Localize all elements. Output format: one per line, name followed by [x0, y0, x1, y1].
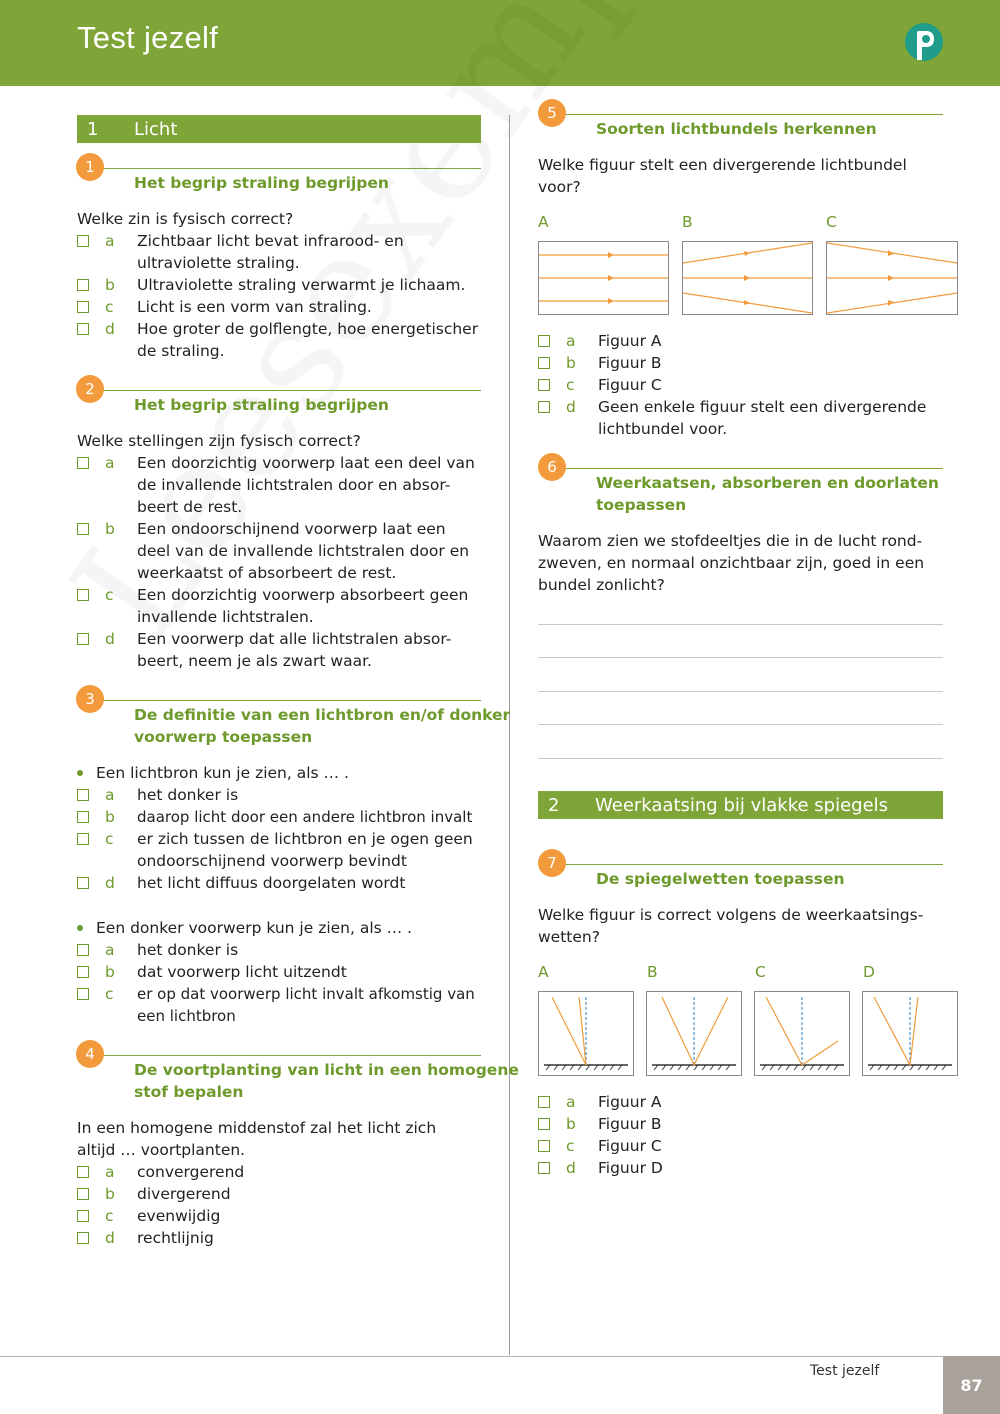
option-a[interactable]: [538, 1091, 958, 1113]
option-text: rechtlijnig: [137, 1229, 214, 1247]
section-heading-2: [538, 791, 943, 819]
question-number-badge: 6: [538, 453, 566, 481]
option-text: Figuur D: [598, 1159, 663, 1177]
option-c[interactable]: [77, 828, 487, 872]
figure-label: A: [538, 213, 549, 231]
question-title: Het begrip straling begrijpen: [134, 174, 389, 192]
option-b[interactable]: [77, 1183, 487, 1205]
checkbox[interactable]: [538, 1118, 550, 1130]
checkbox[interactable]: [538, 379, 550, 391]
answer-line[interactable]: [538, 758, 943, 759]
question-title: Het begrip straling begrijpen: [134, 396, 389, 414]
question-title: De spiegelwetten toepassen: [596, 870, 845, 888]
option-text-line: ultraviolette straling.: [137, 254, 300, 272]
option-d[interactable]: [538, 396, 958, 440]
answer-line[interactable]: [538, 624, 943, 625]
checkbox[interactable]: [538, 1140, 550, 1152]
option-letter: c: [105, 985, 114, 1003]
option-letter: a: [105, 454, 115, 472]
question-title-line: toepassen: [596, 496, 687, 514]
question-rule: [554, 468, 943, 469]
option-letter: c: [105, 586, 114, 604]
prompt-line: Welke figuur stelt een divergerende lichtbundel: [538, 156, 907, 174]
checkbox[interactable]: [77, 811, 89, 823]
checkbox[interactable]: [77, 833, 89, 845]
question-number-badge: 3: [76, 685, 104, 713]
option-text-line: Hoe groter de golflengte, hoe energetischer: [137, 320, 479, 338]
option-letter: d: [566, 1159, 576, 1177]
checkbox[interactable]: [77, 589, 89, 601]
checkbox[interactable]: [77, 1210, 89, 1222]
question-prompt: [538, 154, 907, 198]
option-letter: a: [105, 786, 115, 804]
option-text-line: Een doorzichtig voorwerp laat een deel van: [137, 454, 475, 472]
question-title: [596, 472, 939, 516]
page-header: [0, 0, 1000, 86]
option-letter: c: [105, 1207, 114, 1225]
checkbox[interactable]: [77, 235, 89, 247]
option-letter: d: [105, 874, 115, 892]
checkbox[interactable]: [538, 357, 550, 369]
option-b[interactable]: [77, 806, 487, 828]
option-text: convergerend: [137, 1163, 245, 1181]
footer-label: Test jezelf: [810, 1363, 880, 1379]
option-text: [137, 518, 469, 584]
option-letter: d: [105, 320, 115, 338]
section-title: Licht: [134, 118, 178, 140]
checkbox[interactable]: [77, 944, 89, 956]
option-text: [137, 584, 468, 628]
question-number-badge: 4: [76, 1040, 104, 1068]
option-letter: a: [105, 232, 115, 250]
figure-mirror-c: [754, 991, 850, 1076]
sub-question-text: Een donker voorwerp kun je zien, als … .: [96, 919, 413, 937]
option-text-line: Een ondoorschijnend voorwerp laat een: [137, 520, 446, 538]
option-letter: b: [105, 1185, 115, 1203]
figure-mirror-a: [538, 991, 634, 1076]
option-text-line: beert de rest.: [137, 498, 243, 516]
checkbox[interactable]: [77, 633, 89, 645]
option-d[interactable]: [77, 628, 487, 672]
option-c[interactable]: [77, 296, 487, 318]
option-text-line: er zich tussen de lichtbron en je ogen geen: [137, 830, 473, 848]
option-b[interactable]: [77, 274, 487, 296]
option-text-line: lichtbundel voor.: [598, 420, 728, 438]
option-text: Licht is een vorm van straling.: [137, 298, 372, 316]
option-letter: d: [105, 1229, 115, 1247]
checkbox[interactable]: [77, 877, 89, 889]
checkbox[interactable]: [77, 789, 89, 801]
checkbox[interactable]: [77, 279, 89, 291]
figure-mirror-b: [646, 991, 742, 1076]
option-a[interactable]: [77, 784, 487, 806]
option-d[interactable]: [77, 1227, 487, 1249]
option-letter: d: [105, 630, 115, 648]
checkbox[interactable]: [77, 1188, 89, 1200]
question-title-line: De voortplanting van licht in een homogene: [134, 1061, 519, 1079]
prompt-line: Welke figuur is correct volgens de weerkaatsings-: [538, 906, 924, 924]
figure-label: C: [755, 963, 766, 981]
option-letter: a: [105, 1163, 115, 1181]
option-text: [137, 230, 404, 274]
option-text: dat voorwerp licht uitzendt: [137, 963, 347, 981]
prompt-line: voor?: [538, 178, 581, 196]
option-letter: a: [566, 1093, 576, 1111]
option-c[interactable]: [77, 1205, 487, 1227]
question-rule: [92, 1055, 481, 1056]
figure-label: B: [647, 963, 658, 981]
question-rule: [92, 168, 481, 169]
figure-label: D: [863, 963, 875, 981]
option-d[interactable]: [77, 872, 487, 894]
figure-label: C: [826, 213, 837, 231]
checkbox[interactable]: [77, 966, 89, 978]
checkbox[interactable]: [77, 988, 89, 1000]
question-prompt: [538, 530, 924, 596]
prompt-line: altijd … voortplanten.: [77, 1141, 246, 1159]
section-number: 2: [548, 794, 560, 816]
section-number: 1: [87, 118, 99, 140]
answer-line[interactable]: [538, 691, 943, 692]
option-text: Figuur C: [598, 376, 662, 394]
option-letter: b: [105, 963, 115, 981]
question-title-line: voorwerp toepassen: [134, 728, 313, 746]
option-text: [137, 452, 475, 518]
figure-converging-beam: [826, 241, 958, 315]
checkbox[interactable]: [538, 1096, 550, 1108]
option-text: [137, 828, 473, 872]
checkbox[interactable]: [538, 1162, 550, 1174]
bullet-dot: [77, 925, 83, 931]
option-text-line: Zichtbaar licht bevat infrarood- en: [137, 232, 404, 250]
option-text-line: een lichtbron: [137, 1007, 236, 1025]
option-letter: c: [105, 298, 114, 316]
option-c[interactable]: [77, 584, 487, 628]
option-text: [137, 628, 451, 672]
question-title-line: De definitie van een lichtbron en/of donker: [134, 706, 511, 724]
answer-line[interactable]: [538, 724, 943, 725]
question-prompt: Welke zin is fysisch correct?: [77, 210, 294, 228]
checkbox[interactable]: [77, 523, 89, 535]
option-text-line: ondoorschijnend voorwerp bevindt: [137, 852, 407, 870]
figure-label: B: [682, 213, 693, 231]
option-text: Figuur B: [598, 354, 662, 372]
option-text: [137, 983, 475, 1027]
option-b[interactable]: [538, 352, 958, 374]
option-text: Figuur C: [598, 1137, 662, 1155]
option-text: [598, 396, 926, 440]
option-text: daarop licht door een andere lichtbron invalt: [137, 808, 473, 826]
prompt-line: wetten?: [538, 928, 600, 946]
question-title: [134, 1059, 519, 1103]
option-letter: a: [105, 941, 115, 959]
section-title: Weerkaatsing bij vlakke spiegels: [595, 794, 889, 816]
option-letter: b: [105, 520, 115, 538]
checkbox[interactable]: [77, 457, 89, 469]
question-title: [134, 704, 510, 748]
answer-line[interactable]: [538, 657, 943, 658]
figure-diverging-beam: [682, 241, 813, 315]
option-letter: b: [105, 276, 115, 294]
prompt-line: Waarom zien we stofdeeltjes die in de lucht rond-: [538, 532, 923, 550]
figure-mirror-d: [862, 991, 958, 1076]
question-title-line: stof bepalen: [134, 1083, 244, 1101]
option-a[interactable]: [77, 452, 487, 518]
checkbox[interactable]: [538, 335, 550, 347]
question-title-line: Weerkaatsen, absorberen en doorlaten: [596, 474, 939, 492]
option-c[interactable]: [77, 983, 487, 1027]
option-text: Figuur A: [598, 1093, 662, 1111]
checkbox[interactable]: [538, 401, 550, 413]
option-text-line: deel van de invallende lichtstralen door en: [137, 542, 470, 560]
option-text-line: Geen enkele figuur stelt een divergerende: [598, 398, 927, 416]
question-prompt: [538, 904, 923, 948]
option-letter: b: [566, 354, 576, 372]
option-b[interactable]: [538, 1113, 958, 1135]
question-number-badge: 5: [538, 99, 566, 127]
section-heading-1: [77, 115, 481, 143]
option-text: het licht diffuus doorgelaten wordt: [137, 874, 406, 892]
option-text: Ultraviolette straling verwarmt je lichaam.: [137, 276, 466, 294]
option-text: [137, 318, 478, 362]
option-c[interactable]: [538, 1135, 958, 1157]
page-number: 87: [943, 1356, 1000, 1414]
option-text-line: er op dat voorwerp licht invalt afkomstig van: [137, 985, 475, 1003]
prompt-line: bundel zonlicht?: [538, 576, 665, 594]
option-letter: b: [566, 1115, 576, 1133]
prompt-line: zweven, en normaal onzichtbaar zijn, goed in een: [538, 554, 925, 572]
sub-question: [77, 762, 487, 784]
option-d[interactable]: [538, 1157, 958, 1179]
option-text: evenwijdig: [137, 1207, 221, 1225]
option-text: Figuur B: [598, 1115, 662, 1133]
option-letter: d: [566, 398, 576, 416]
option-a[interactable]: [77, 939, 487, 961]
checkbox[interactable]: [77, 1166, 89, 1178]
page-title: Test jezelf: [77, 20, 219, 55]
option-b[interactable]: [77, 961, 487, 983]
option-text-line: Een voorwerp dat alle lichtstralen absor-: [137, 630, 452, 648]
bullet-dot: [77, 770, 83, 776]
checkbox[interactable]: [77, 323, 89, 335]
question-rule: [554, 114, 943, 115]
option-a[interactable]: [77, 230, 487, 274]
option-text-line: beert, neem je als zwart waar.: [137, 652, 372, 670]
sub-question-text: Een lichtbron kun je zien, als … .: [96, 764, 349, 782]
option-text: divergerend: [137, 1185, 231, 1203]
option-a[interactable]: [538, 330, 958, 352]
option-letter: c: [566, 1137, 575, 1155]
checkbox[interactable]: [77, 301, 89, 313]
question-prompt: [77, 1117, 436, 1161]
option-text: Figuur A: [598, 332, 662, 350]
prompt-line: In een homogene middenstof zal het licht zich: [77, 1119, 437, 1137]
sub-question: [77, 917, 487, 939]
option-text: het donker is: [137, 941, 239, 959]
question-rule: [92, 390, 481, 391]
footer-rule: [0, 1356, 943, 1357]
option-a[interactable]: [77, 1161, 487, 1183]
option-text-line: de straling.: [137, 342, 225, 360]
option-letter: a: [566, 332, 576, 350]
checkbox[interactable]: [77, 1232, 89, 1244]
option-text-line: Een doorzichtig voorwerp absorbeert geen: [137, 586, 469, 604]
question-rule: [92, 700, 481, 701]
option-d[interactable]: [77, 318, 487, 362]
question-number-badge: 7: [538, 849, 566, 877]
option-letter: c: [105, 830, 114, 848]
option-c[interactable]: [538, 374, 958, 396]
question-number-badge: 2: [76, 375, 104, 403]
question-prompt: Welke stellingen zijn fysisch correct?: [77, 432, 361, 450]
option-text-line: weerkaatst of absorbeert de rest.: [137, 564, 397, 582]
figure-parallel-beam: [538, 241, 669, 315]
option-letter: c: [566, 376, 575, 394]
question-rule: [554, 864, 943, 865]
publisher-logo-icon: [903, 22, 945, 64]
question-title: Soorten lichtbundels herkennen: [596, 120, 877, 138]
option-b[interactable]: [77, 518, 487, 584]
option-text-line: invallende lichtstralen.: [137, 608, 314, 626]
question-number-badge: 1: [76, 153, 104, 181]
figure-label: A: [538, 963, 549, 981]
option-letter: b: [105, 808, 115, 826]
option-text: het donker is: [137, 786, 239, 804]
option-text-line: de invallende lichtstralen door en absor-: [137, 476, 451, 494]
